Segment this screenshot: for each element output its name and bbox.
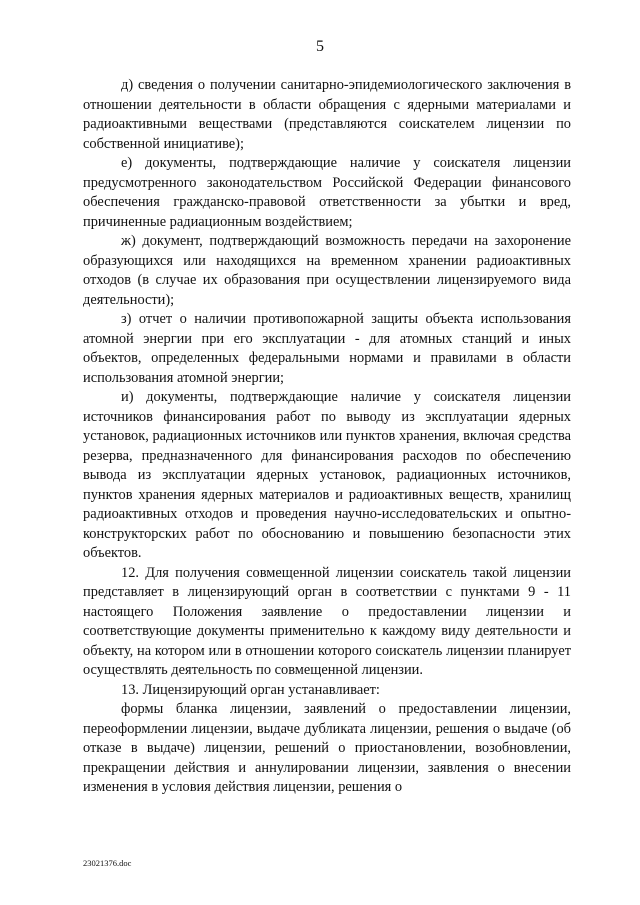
paragraph-e: е) документы, подтверждающие наличие у соискателя лицензии предусмотренного законодательством Российской Федерации финансового обеспечения гражданско-правовой ответственности за убытки и вред, причиненные радиационным воздействием; (83, 155, 571, 230)
paragraph-d: д) сведения о получении санитарно-эпидемиологического заключения в отношении деятельности в области обращения с ядерными материалами и радиоактивными веществами (представляются соискателем лицензии по собственной инициативе); (83, 77, 571, 152)
document-file-code: 23021376.doc (83, 858, 132, 868)
paragraph-13-forms: формы бланка лицензии, заявлений о предоставлении лицензии, переоформлении лицензии, выдаче дубликата лицензии, решения о выдаче (об отказе в выдаче) лицензии, решений о приостановлении, возобновлении, прекращении действия и аннулировании лицензии, заявления о внесении изменения в условия действия лицензии, решения о (83, 701, 571, 795)
page-number: 5 (316, 38, 324, 55)
paragraph-zh: ж) документ, подтверждающий возможность передачи на захоронение образующихся или находящихся на временном хранении радиоактивных отходов (в случае их образования при осуществлении лицензируемого вида деятельности); (83, 233, 571, 308)
paragraph-13: 13. Лицензирующий орган устанавливает: (121, 681, 380, 698)
paragraph-i: и) документы, подтверждающие наличие у соискателя лицензии источников финансирования работ по выводу из эксплуатации ядерных установок, радиационных источников или пунктов хранения, включая средства резерва, предназначенного для финансирования расходов по обеспечению вывода из эксплуатации ядерных установок, радиационных источников, пунктов хранения ядерных материалов и радиоактивных веществ, хранилищ радиоактивных отходов и проведения научно-исследовательских и опытно-конструкторских работ по обоснованию и повышению безопасности этих объектов. (83, 389, 571, 561)
paragraph-12: 12. Для получения совмещенной лицензии соискатель такой лицензии представляет в лицензирующий орган в соответствии с пунктами 9 - 11 настоящего Положения заявление о предоставлении лицензии и соответствующие документы применительно к каждому виду деятельности и объекту, на котором или в отношении которого соискатель лицензии планирует осуществлять деятельность по совмещенной лицензии. (83, 564, 571, 678)
document-body (83, 76, 571, 798)
paragraph-z: з) отчет о наличии противопожарной защиты объекта использования атомной энергии при его эксплуатации - для атомных станций и иных объектов, определенных федеральными нормами и правилами в области использования атомной энергии; (83, 311, 571, 386)
